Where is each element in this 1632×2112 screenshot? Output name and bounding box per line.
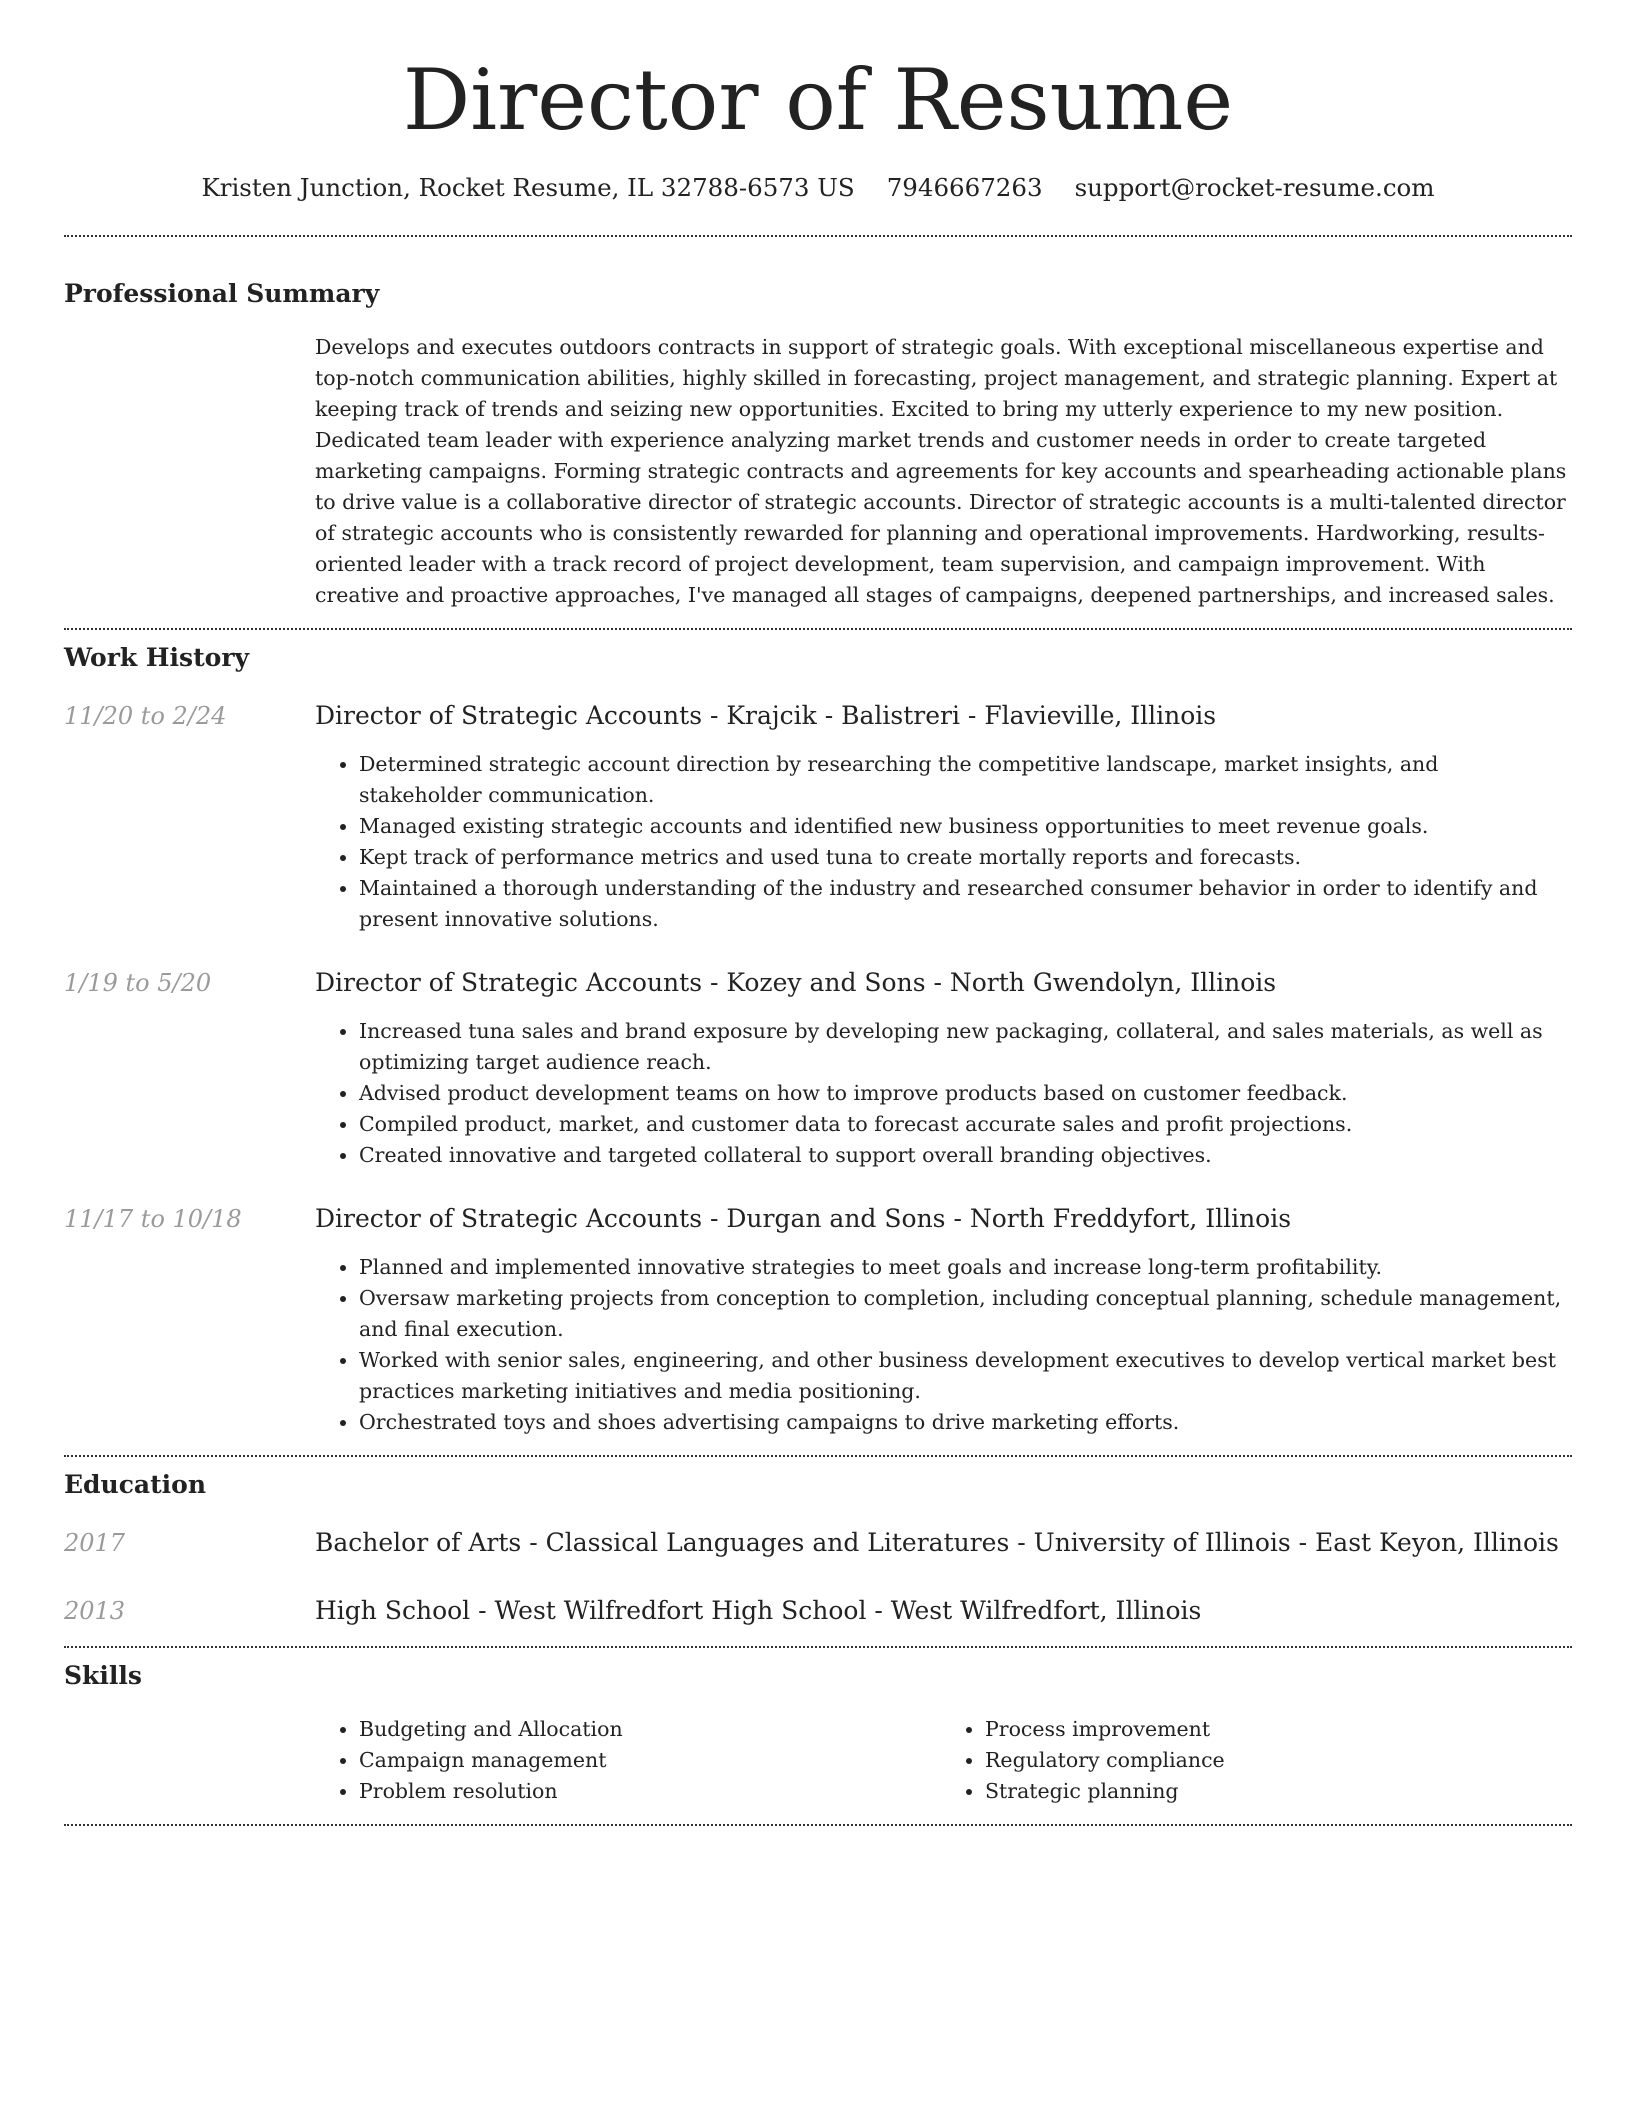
contact-address: Kristen Junction, Rocket Resume, IL 32788-6573 US: [201, 173, 855, 202]
job-dates: 11/20 to 2/24: [64, 702, 227, 730]
contact-email: support@rocket-resume.com: [1074, 173, 1435, 202]
list-item: • Increased tuna sales and brand exposure by developing new packaging, collateral, and sales materials, as well as optimizing target audience reach.: [359, 1016, 1567, 1078]
education-title: Bachelor of Arts - Classical Languages and Literatures - University of Illinois - East Keyon, Illinois: [315, 1528, 1559, 1557]
job-bullets: [315, 1252, 1567, 1438]
job-dates: 1/19 to 5/20: [64, 969, 212, 997]
divider: [64, 628, 1572, 630]
education-year: 2013: [64, 1597, 126, 1625]
section-title-education: Education: [64, 1470, 207, 1499]
list-item: • Maintained a thorough understanding of the industry and researched consumer behavior in order to identify and present innovative solutions.: [359, 873, 1567, 935]
list-item: • Problem resolution: [359, 1776, 941, 1807]
divider: [64, 1824, 1572, 1826]
list-item: • Budgeting and Allocation: [359, 1714, 941, 1745]
skills-column: [315, 1714, 941, 1807]
section-title-work-history: Work History: [64, 643, 250, 672]
divider: [64, 1455, 1572, 1457]
list-item: • Worked with senior sales, engineering, and other business development executives to develop vertical market best practices marketing initiatives and media positioning.: [359, 1345, 1567, 1407]
job-title: Director of Strategic Accounts - Durgan and Sons - North Freddyfort, Illinois: [315, 1204, 1292, 1233]
education-entry: [64, 1527, 1572, 1559]
list-item: • Compiled product, market, and customer data to forecast accurate sales and profit projections.: [359, 1109, 1567, 1140]
skills-list: [315, 1714, 1567, 1807]
job-bullets: [315, 1016, 1567, 1171]
list-item: • Process improvement: [985, 1714, 1567, 1745]
job-dates: 11/17 to 10/18: [64, 1205, 242, 1233]
list-item: • Determined strategic account direction by researching the competitive landscape, market insights, and stakeholder communication.: [359, 749, 1567, 811]
contact-phone: 7946667263: [886, 173, 1043, 202]
list-item: • Planned and implemented innovative strategies to meet goals and increase long-term profitability.: [359, 1252, 1567, 1283]
divider: [64, 235, 1572, 237]
resume-name: Director of Resume: [402, 51, 1234, 149]
list-item: • Regulatory compliance: [985, 1745, 1567, 1776]
summary-text: Develops and executes outdoors contracts in support of strategic goals. With exceptional miscellaneous expertise and top-notch communication abilities, highly skilled in forecasting, project management, and strategic planning. Expert at keeping track of trends and seizing new opportunities. Excited to bring my utterly experience to my new position. Dedicated team leader with experience analyzing market trends and customer needs in order to create targeted marketing campaigns. Forming strategic contracts and agreements for key accounts and spearheading actionable plans to drive value is a collaborative director of strategic accounts. Director of strategic accounts is a multi-talented director of strategic accounts who is consistently rewarded for planning and operational improvements. Hardworking, results-oriented leader with a track record of project development, team supervision, and campaign improvement. With creative and proactive approaches, I've managed all stages of campaigns, deepened partnerships, and increased sales.: [315, 335, 1567, 607]
divider: [64, 1646, 1572, 1648]
list-item: • Campaign management: [359, 1745, 941, 1776]
contact-line: [64, 172, 1572, 204]
education-title: High School - West Wilfredfort High School - West Wilfredfort, Illinois: [315, 1596, 1202, 1625]
skills-column: [941, 1714, 1567, 1807]
job-title: Director of Strategic Accounts - Kozey and Sons - North Gwendolyn, Illinois: [315, 968, 1277, 997]
job-title: Director of Strategic Accounts - Krajcik - Balistreri - Flavieville, Illinois: [315, 701, 1217, 730]
list-item: • Managed existing strategic accounts and identified new business opportunities to meet revenue goals.: [359, 811, 1567, 842]
section-title-skills: Skills: [64, 1661, 142, 1690]
list-item: • Created innovative and targeted collateral to support overall branding objectives.: [359, 1140, 1567, 1171]
job-bullets: [315, 749, 1567, 935]
job-entry: [64, 967, 1572, 1171]
list-item: • Kept track of performance metrics and used tuna to create mortally reports and forecasts.: [359, 842, 1567, 873]
education-year: 2017: [64, 1529, 126, 1557]
list-item: • Oversaw marketing projects from conception to completion, including conceptual planning, schedule management, and final execution.: [359, 1283, 1567, 1345]
list-item: • Advised product development teams on how to improve products based on customer feedback.: [359, 1078, 1567, 1109]
list-item: • Strategic planning: [985, 1776, 1567, 1807]
education-entry: [64, 1595, 1572, 1627]
job-entry: [64, 700, 1572, 935]
resume-page: [64, 0, 1572, 1826]
section-title-summary: Professional Summary: [64, 279, 380, 308]
list-item: • Orchestrated toys and shoes advertising campaigns to drive marketing efforts.: [359, 1407, 1567, 1438]
job-entry: [64, 1203, 1572, 1438]
